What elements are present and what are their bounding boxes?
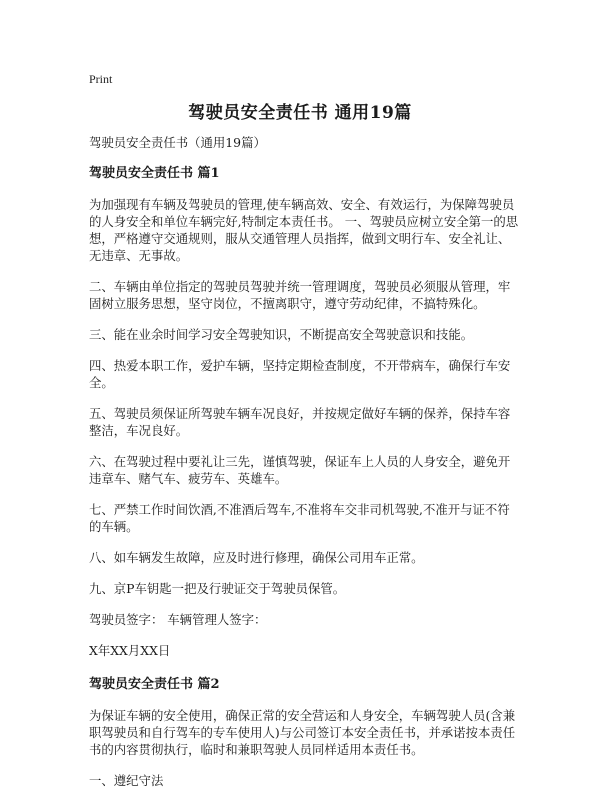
paragraph: 一、遵纪守法 <box>89 773 164 788</box>
paragraph: 四、热爱本职工作，爱护车辆，坚持定期检查制度，不开带病车，确保行车安全。 <box>89 358 511 390</box>
document-title: 驾驶员安全责任书 通用19篇 <box>188 103 412 123</box>
paragraph: 九、京P车钥匙一把及行驶证交于驾驶员保管。 <box>89 581 346 596</box>
paragraph: 五、驾驶员须保证所驾驶车辆车况良好，并按规定做好车辆的保养，保持车容整洁，车况良好。 <box>89 406 511 438</box>
paragraph: 二、车辆由单位指定的驾驶员驾驶并统一管理调度，驾驶员必须服从管理，牢固树立服务思想，坚守岗位，不擅离职守，遵守劳动纪律，不搞特殊化。 <box>89 279 511 311</box>
document-body <box>89 134 521 803</box>
date-line: X年XX月XX日 <box>89 643 171 658</box>
paragraph: 八、如车辆发生故障，应及时进行修理，确保公司用车正常。 <box>89 550 424 565</box>
signature-line: 驾驶员签字： 车辆管理人签字： <box>89 612 267 627</box>
paragraph: 六、在驾驶过程中要礼让三先，谨慎驾驶，保证车上人员的人身安全，避免开违章车、赌气车、疲劳车、英雄车。 <box>89 454 511 486</box>
paragraph: 三、能在业余时间学习安全驾驶知识，不断提高安全驾驶意识和技能。 <box>89 327 474 342</box>
section-heading-2: 驾驶员安全责任书 篇2 <box>89 677 220 692</box>
section-heading-1: 驾驶员安全责任书 篇1 <box>89 166 220 181</box>
paragraph: 七、严禁工作时间饮酒,不准酒后驾车,不准将车交非司机驾驶,不准开与证不符的车辆。 <box>89 502 510 534</box>
paragraph: 为保证车辆的安全使用，确保正常的安全营运和人身安全，车辆驾驶人员(含兼职驾驶员和自行驾车的专车使用人)与公司签订本安全责任书，并承诺按本责任书的内容贯彻执行，临时和兼职驾驶人员同样适用本责任书。 <box>89 708 516 757</box>
paragraph: 为加强现有车辆及驾驶员的管理,使车辆高效、安全、有效运行，为保障驾驶员的人身安全和单位车辆完好,特制定本责任书。 一、驾驶员应树立安全第一的思想，严格遵守交通规则，服从交通管理人员指挥，做到文明行车、安全礼让、无违章、无事故。 <box>89 197 519 263</box>
document-subtitle: 驾驶员安全责任书（通用19篇） <box>89 135 266 150</box>
print-label[interactable]: Print <box>89 72 113 86</box>
